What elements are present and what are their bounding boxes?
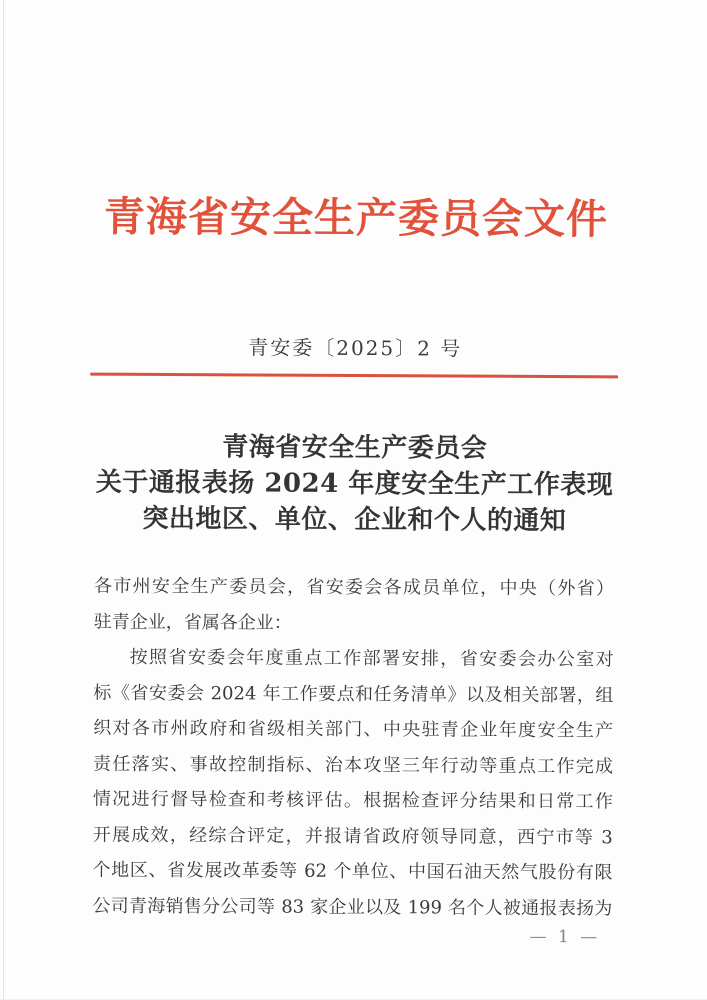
text-line: 公司青海销售分公司等 83 家企业以及 199 名个人被通报表扬为 [92,895,613,919]
salutation [94,569,614,643]
text-line: 情况进行督导检查和考核评估。根据检查评分结果和日常工作 [92,788,613,813]
document-content [92,0,617,1000]
document-header-title: 青海省安全生产委员会文件 [103,192,609,244]
page-edge [3,0,4,1000]
text-line: 驻青企业，省属各企业： [93,611,292,634]
text-line: 标《省安委会 2024 年工作要点和任务清单》以及相关部署，组 [93,682,614,706]
text-line: 开展成效，经综合评定，并报请省政府领导同意，西宁市等 3 [92,824,613,848]
text-line: 个地区、省发展改革委等 62 个单位、中国石油天然气股份有限 [92,859,613,884]
document-number: 青安委〔2025〕2 号 [248,335,463,361]
text-line: 责任落实、事故控制指标、治本攻坚三年行动等重点工作完成 [93,753,614,777]
red-divider-line [90,373,618,379]
text-line: 各市州安全生产委员会，省安委会各成员单位，中央（外省） [93,575,615,600]
document-body [92,569,614,927]
text-line: 织对各市州政府和省级相关部门、中央驻青企业年度安全生产 [93,717,614,742]
body-paragraph [92,640,613,927]
text-line: 按照省安委会年度重点工作部署安排，省安委会办公室对 [129,646,614,671]
notice-title: 青海省安全生产委员会 关于通报表扬 2024 年度安全生产工作表现 突出地区、单位、企业和个人的通知 [95,432,614,537]
page-number: — 1 — [529,926,601,948]
